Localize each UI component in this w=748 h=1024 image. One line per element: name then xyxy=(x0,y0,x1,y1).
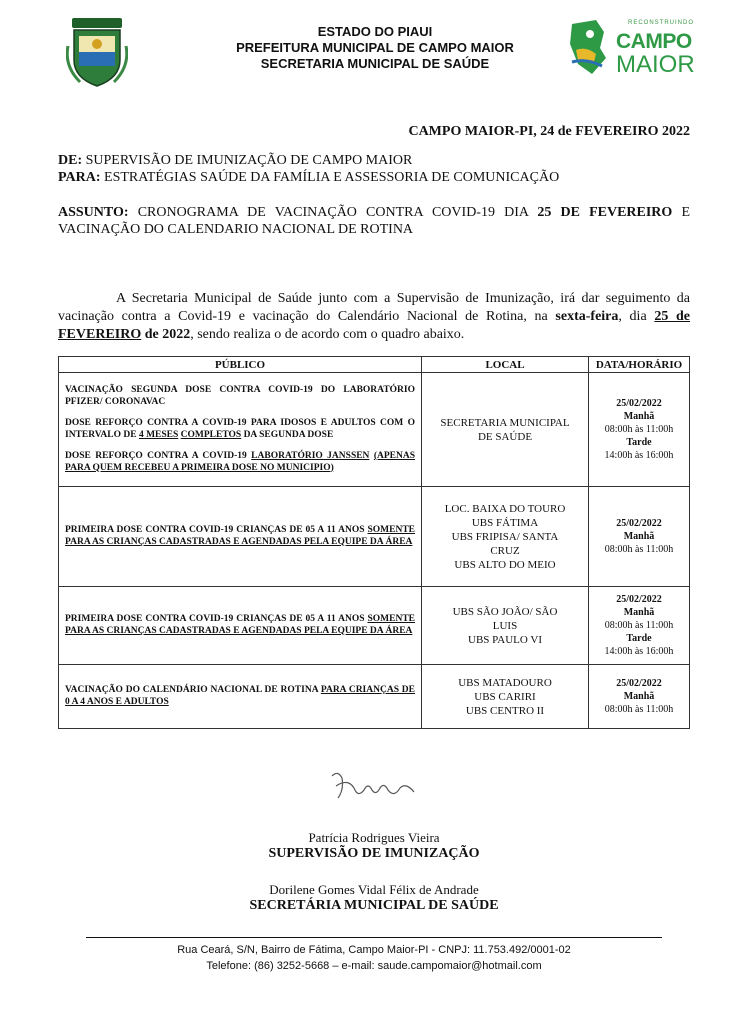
row1-data xyxy=(589,373,690,487)
row3-local-line3: UBS PAULO VI xyxy=(468,633,542,646)
row1-local-line2: DE SAÚDE xyxy=(477,430,533,443)
para-label: PARA: xyxy=(58,170,101,185)
footer-address: Rua Ceará, S/N, Bairro de Fátima, Campo Maior-PI - CNPJ: 11.753.492/0001-02 xyxy=(177,944,571,956)
row1-hours2: 14:00h às 16:00h xyxy=(604,450,674,461)
assunto-part2: E VACINAÇÃO DO CALENDARIO NACIONAL DE ROTINA xyxy=(58,205,691,237)
row3-data xyxy=(589,587,690,665)
row1-item3-note: (APENAS PARA QUEM RECEBEU A PRIMEIRA DOSE NO MUNICIPIO) xyxy=(65,451,415,473)
table-row xyxy=(59,587,690,665)
row3-hours2: 14:00h às 16:00h xyxy=(604,646,674,657)
body-year: de 2022 xyxy=(144,327,191,342)
row2-period1: Manhã xyxy=(623,531,655,542)
row4-local-line1: UBS MATADOURO xyxy=(458,676,552,689)
row1-period2: Tarde xyxy=(626,437,652,448)
row3-period1: Manhã xyxy=(623,607,655,618)
signer2-name: Dorilene Gomes Vidal Félix de Andrade xyxy=(269,882,479,897)
row3-local xyxy=(422,587,589,665)
body-part1: A Secretaria Municipal de Saúde junto com a Supervisão de Imunização, irá dar seguimento da vacinação contra a Covid-19 e vacinação do Calendário Nacional de Rotina, na xyxy=(58,291,690,324)
row1-item3 xyxy=(65,451,415,474)
row2-data xyxy=(589,487,690,587)
row3-hours1: 08:00h às 11:00h xyxy=(604,620,674,631)
assunto-part1: CRONOGRAMA DE VACINAÇÃO CONTRA COVID-19 DIA xyxy=(137,205,529,220)
table-row xyxy=(59,665,690,729)
row1-item2-interval: 4 MESES xyxy=(138,429,179,440)
row2-date: 25/02/2022 xyxy=(616,518,662,529)
logo-tagline: RECONSTRUINDO xyxy=(628,20,695,26)
municipal-crest xyxy=(66,16,128,90)
row4-publico-note: PARA CRIANÇAS DE 0 A 4 ANOS E ADULTOS xyxy=(65,685,415,707)
memo-de xyxy=(58,152,698,169)
body-paragraph xyxy=(58,290,690,344)
row2-local-line3: UBS FRIPISA/ SANTA xyxy=(451,530,559,543)
row1-item1: VACINAÇÃO SEGUNDA DOSE CONTRA COVID-19 DO LABORATÓRIO PFIZER/ CORONAVAC xyxy=(65,385,415,407)
row3-local-line1: UBS SÃO JOÃO/ SÃO xyxy=(452,605,558,618)
row4-period1: Manhã xyxy=(623,691,655,702)
logo-word-maior: MAIOR xyxy=(616,51,695,78)
body-part3: , sendo realiza o de acordo com o quadro abaixo. xyxy=(190,327,465,342)
row1-item3-lab: LABORATÓRIO JANSSEN xyxy=(251,451,370,461)
header-data-horario: DATA/HORÁRIO xyxy=(589,357,690,373)
row2-local-line4: CRUZ xyxy=(490,544,520,557)
body-day: sexta-feira xyxy=(555,309,619,324)
assunto-bold: 25 DE FEVEREIRO xyxy=(537,205,673,220)
table-header-row xyxy=(59,357,690,373)
row1-period1: Manhã xyxy=(623,411,655,422)
signature-block-1 xyxy=(174,830,574,862)
row4-data xyxy=(589,665,690,729)
document-date: CAMPO MAIOR-PI, 24 de FEVEREIRO 2022 xyxy=(408,124,690,139)
signature-block-2 xyxy=(174,882,574,914)
row1-local xyxy=(422,373,589,487)
row3-publico-note: SOMENTE PARA AS CRIANÇAS CADASTRADAS E AGENDADAS PELA EQUIPE DA ÁREA xyxy=(65,614,416,636)
row4-local xyxy=(422,665,589,729)
row1-hours1: 08:00h às 11:00h xyxy=(604,424,674,435)
assunto-label: ASSUNTO: xyxy=(58,205,129,220)
header-local: LOCAL xyxy=(422,357,589,373)
footer-contact: Telefone: (86) 3252-5668 – e-mail: saude.campomaior@hotmail.com xyxy=(206,960,542,972)
handwritten-signature xyxy=(324,768,424,808)
footer xyxy=(86,942,662,974)
header-state: ESTADO DO PIAUI xyxy=(317,24,433,39)
signer1-role: SUPERVISÃO DE IMUNIZAÇÃO xyxy=(268,846,480,861)
row2-publico xyxy=(59,487,422,587)
footer-divider xyxy=(86,937,662,938)
de-value: SUPERVISÃO DE IMUNIZAÇÃO DE CAMPO MAIOR xyxy=(85,153,413,168)
logo-word-campo: CAMPO xyxy=(616,30,692,53)
row2-local-line5: UBS ALTO DO MEIO xyxy=(454,558,556,571)
signer1-name: Patrícia Rodrigues Vieira xyxy=(308,830,440,845)
row3-period2: Tarde xyxy=(626,633,652,644)
body-date: 25 de FEVEREIRO xyxy=(58,309,691,342)
memo-para xyxy=(58,169,698,186)
header-prefeitura: PREFEITURA MUNICIPAL DE CAMPO MAIOR xyxy=(236,40,514,55)
row2-publico-note: SOMENTE PARA AS CRIANÇAS CADASTRADAS E AGENDADAS PELA EQUIPE DA ÁREA xyxy=(65,525,416,547)
row2-local-line2: UBS FÁTIMA xyxy=(471,516,539,529)
signer2-role: SECRETÁRIA MUNICIPAL DE SAÚDE xyxy=(249,898,499,913)
row2-hours1: 08:00h às 11:00h xyxy=(604,544,674,555)
row4-local-line2: UBS CARIRI xyxy=(474,690,536,703)
campo-maior-logo xyxy=(566,18,716,82)
row1-item2-text: DOSE REFORÇO CONTRA A COVID-19 PARA IDOSOS E ADULTOS COM O INTERVALO DE xyxy=(65,418,415,440)
letterhead xyxy=(0,0,748,100)
row3-local-line2: LUIS xyxy=(492,619,518,632)
row2-local-line1: LOC. BAIXA DO TOURO xyxy=(444,502,566,515)
row1-item2 xyxy=(65,418,415,441)
row4-local-line3: UBS CENTRO II xyxy=(465,704,545,717)
row1-date: 25/02/2022 xyxy=(616,398,662,409)
row3-publico-text: PRIMEIRA DOSE CONTRA COVID-19 CRIANÇAS DE 05 A 11 ANOS xyxy=(65,614,365,624)
table-row xyxy=(59,487,690,587)
row4-publico-text: VACINAÇÃO DO CALENDÁRIO NACIONAL DE ROTINA xyxy=(65,685,319,695)
schedule-table xyxy=(58,356,690,729)
row1-local-line1: SECRETARIA MUNICIPAL xyxy=(440,416,570,429)
para-value: ESTRATÉGIAS SAÚDE DA FAMÍLIA E ASSESSORIA DE COMUNICAÇÃO xyxy=(104,170,560,185)
row1-item2-end: DA SEGUNDA DOSE xyxy=(243,429,334,440)
row1-item2-completos: COMPLETOS xyxy=(180,429,242,440)
memo-assunto xyxy=(58,204,690,238)
header-text xyxy=(180,24,570,72)
row4-publico xyxy=(59,665,422,729)
row2-publico-text: PRIMEIRA DOSE CONTRA COVID-19 CRIANÇAS DE 05 A 11 ANOS xyxy=(65,525,365,535)
de-label: DE: xyxy=(58,153,83,168)
table-row xyxy=(59,373,690,487)
row4-date: 25/02/2022 xyxy=(616,678,662,689)
row1-item3-text: DOSE REFORÇO CONTRA A COVID-19 xyxy=(65,451,247,461)
header-secretaria: SECRETARIA MUNICIPAL DE SAÚDE xyxy=(260,56,490,71)
body-part2: , dia xyxy=(618,309,647,324)
row2-local xyxy=(422,487,589,587)
row1-publico xyxy=(59,373,422,487)
row4-hours1: 08:00h às 11:00h xyxy=(604,704,674,715)
row3-publico xyxy=(59,587,422,665)
header-publico: PÚBLICO xyxy=(59,357,422,373)
row3-date: 25/02/2022 xyxy=(616,594,662,605)
